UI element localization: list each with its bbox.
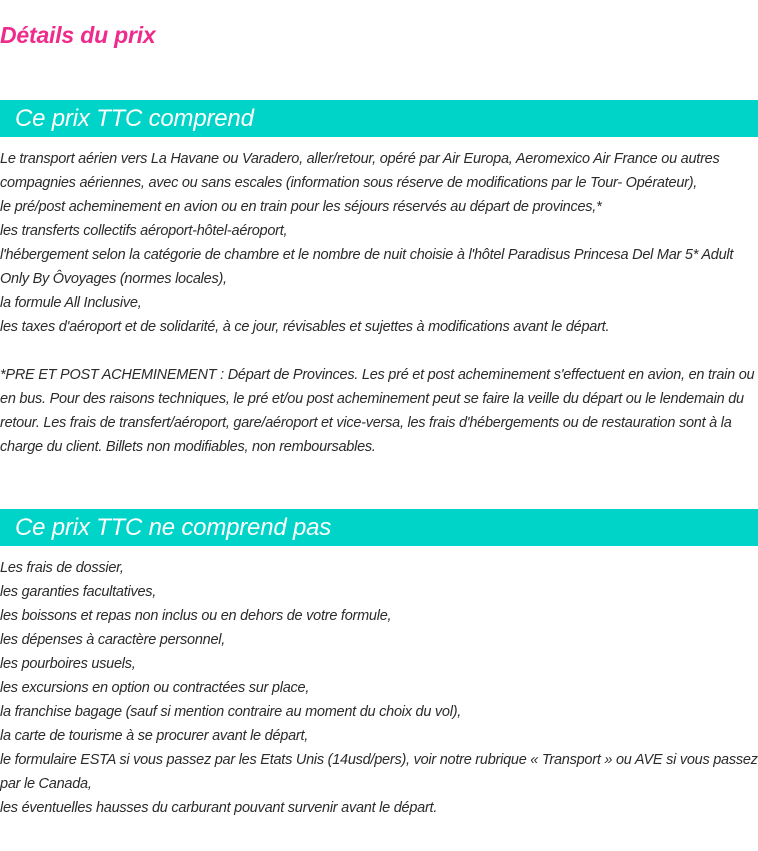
list-item: Les frais de dossier, [0,560,124,576]
list-item: la formule All Inclusive, [0,295,142,311]
excluded-list [0,556,758,820]
list-item: le pré/post acheminement en avion ou en train pour les séjours réservés au départ de provinces,* [0,199,602,215]
list-item: la franchise bagage (sauf si mention contraire au moment du choix du vol), [0,704,462,720]
list-item: les éventuelles hausses du carburant pouvant survenir avant le départ. [0,800,438,816]
excluded-heading: Ce prix TTC ne comprend pas [15,514,332,541]
included-heading: Ce prix TTC comprend [15,105,254,132]
page-title: Détails du prix [0,22,156,48]
included-section-header [0,100,758,137]
list-item: les pourboires usuels, [0,656,136,672]
list-item: les excursions en option ou contractées sur place, [0,680,310,696]
list-item: la carte de tourisme à se procurer avant le départ, [0,728,309,744]
list-item: les transferts collectifs aéroport-hôtel-aéroport, [0,223,288,239]
list-item: les taxes d'aéroport et de solidarité, à ce jour, révisables et sujettes à modifications avant le départ. [0,319,610,335]
list-item: le formulaire ESTA si vous passez par les Etats Unis (14usd/pers), voir notre rubrique « Transport » ou AVE si vous passez par le Canada, [0,752,758,792]
list-item: Le transport aérien vers La Havane ou Varadero, aller/retour, opéré par Air Europa, Aeromexico Air France ou autres compagnies aériennes, avec ou sans escales (information sous réserve de modifications par le Tour- Opérateur), [0,151,720,191]
list-item: les dépenses à caractère personnel, [0,632,226,648]
list-item: l'hébergement selon la catégorie de chambre et le nombre de nuit choisie à l'hôtel Paradisus Princesa Del Mar 5* Adult Only By Ôvoyages (normes locales), [0,247,734,287]
list-item: les garanties facultatives, [0,584,157,600]
pre-post-acheminement-note: *PRE ET POST ACHEMINEMENT : Départ de Provinces. Les pré et post acheminement s'effectuent en avion, en train ou en bus. Pour des raisons techniques, le pré et/ou post acheminement peut se faire la veille du départ ou le lendemain du retour. Les frais de transfert/aéroport, gare/aéroport et vice-versa, les frais d'hébergements ou de restauration sont à la charge du client. Billets non modifiables, non remboursables. [0,367,755,455]
excluded-section-header [0,509,758,546]
list-item: les boissons et repas non inclus ou en dehors de votre formule, [0,608,392,624]
included-list [0,147,758,339]
